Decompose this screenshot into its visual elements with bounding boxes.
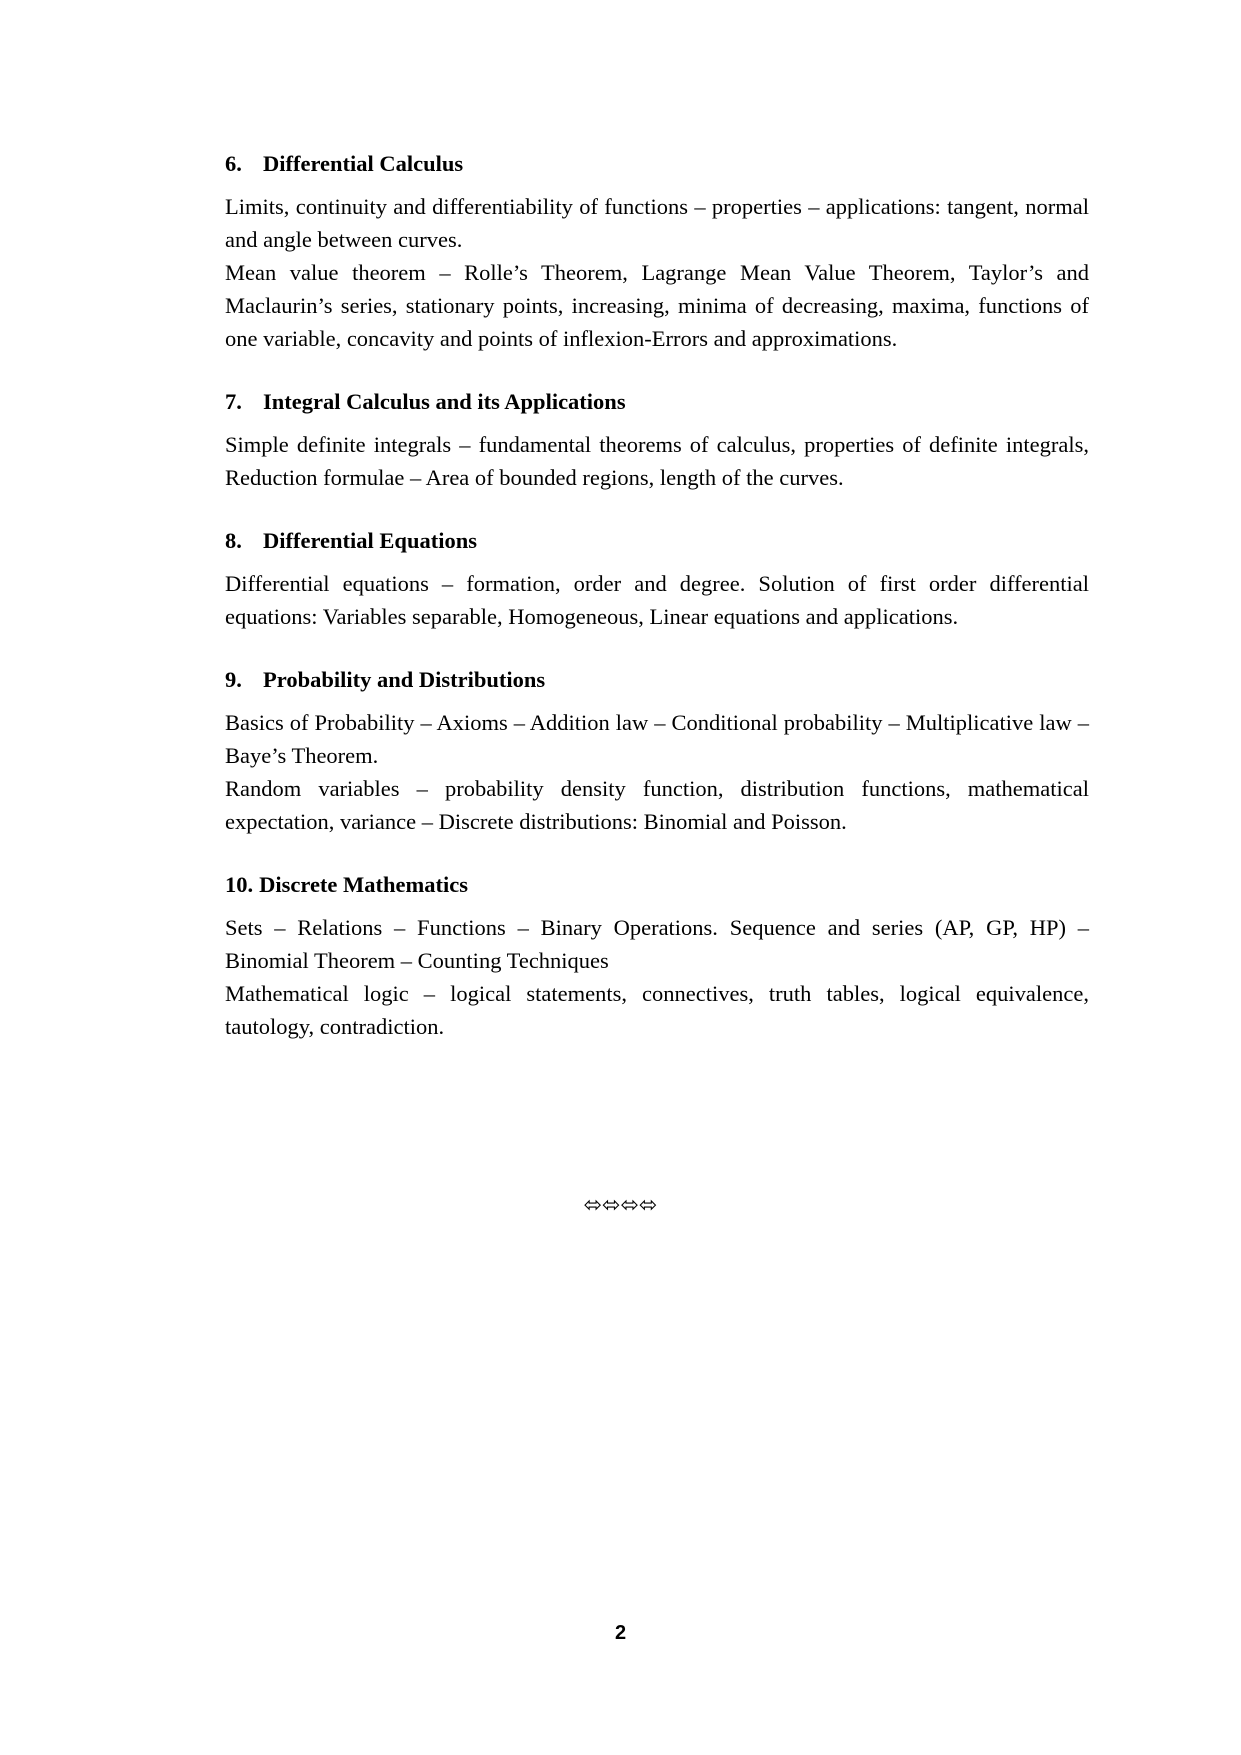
section-paragraph: Random variables – probability density function, distribution functions, mathematical expectation, variance – Discrete distributions: Binomial and Poisson. bbox=[225, 776, 1089, 834]
section-paragraph: Sets – Relations – Functions – Binary Operations. Sequence and series (AP, GP, HP) – Binomial Theorem – Counting Techniques bbox=[225, 915, 1089, 973]
section-paragraph: Mean value theorem – Rolle’s Theorem, Lagrange Mean Value Theorem, Taylor’s and Maclaurin’s series, stationary points, increasing, minima of decreasing, maxima, functions of one variable, concavity and points of inflexion-Errors and approximations. bbox=[225, 260, 1089, 351]
section-heading bbox=[225, 664, 1089, 696]
section-title: Differential Equations bbox=[263, 528, 477, 553]
section-title: Probability and Distributions bbox=[263, 667, 546, 692]
end-ornament: ⬄⬄⬄⬄ bbox=[583, 1193, 658, 1218]
section-probability bbox=[225, 664, 1089, 838]
section-number: 9. bbox=[225, 667, 242, 692]
page-number: 2 bbox=[614, 1622, 627, 1644]
section-heading bbox=[225, 386, 1089, 418]
section-discrete-mathematics bbox=[225, 869, 1089, 1043]
section-paragraph: Basics of Probability – Axioms – Addition law – Conditional probability – Multiplicative law – Baye’s Theorem. bbox=[225, 710, 1089, 768]
section-title: Integral Calculus and its Applications bbox=[263, 389, 626, 414]
section-paragraph: Simple definite integrals – fundamental theorems of calculus, properties of definite integrals, Reduction formulae – Area of bounded regions, length of the curves. bbox=[225, 432, 1089, 490]
section-integral-calculus bbox=[225, 386, 1089, 494]
section-number: 6. bbox=[225, 151, 242, 176]
section-heading bbox=[225, 148, 1089, 180]
section-number: 10. bbox=[225, 872, 254, 897]
section-title: Discrete Mathematics bbox=[259, 872, 468, 897]
section-title: Differential Calculus bbox=[263, 151, 464, 176]
section-number: 7. bbox=[225, 389, 242, 414]
section-differential-equations bbox=[225, 525, 1089, 633]
section-heading bbox=[225, 525, 1089, 557]
section-number: 8. bbox=[225, 528, 242, 553]
section-paragraph: Limits, continuity and differentiability of functions – properties – applications: tangent, normal and angle between curves. bbox=[225, 194, 1089, 252]
section-heading bbox=[225, 869, 1089, 901]
section-paragraph: Mathematical logic – logical statements, connectives, truth tables, logical equivalence, tautology, contradiction. bbox=[225, 981, 1089, 1039]
document-body bbox=[225, 148, 1089, 1074]
section-differential-calculus bbox=[225, 148, 1089, 355]
section-paragraph: Differential equations – formation, order and degree. Solution of first order differential equations: Variables separable, Homogeneous, Linear equations and applications. bbox=[225, 571, 1089, 629]
